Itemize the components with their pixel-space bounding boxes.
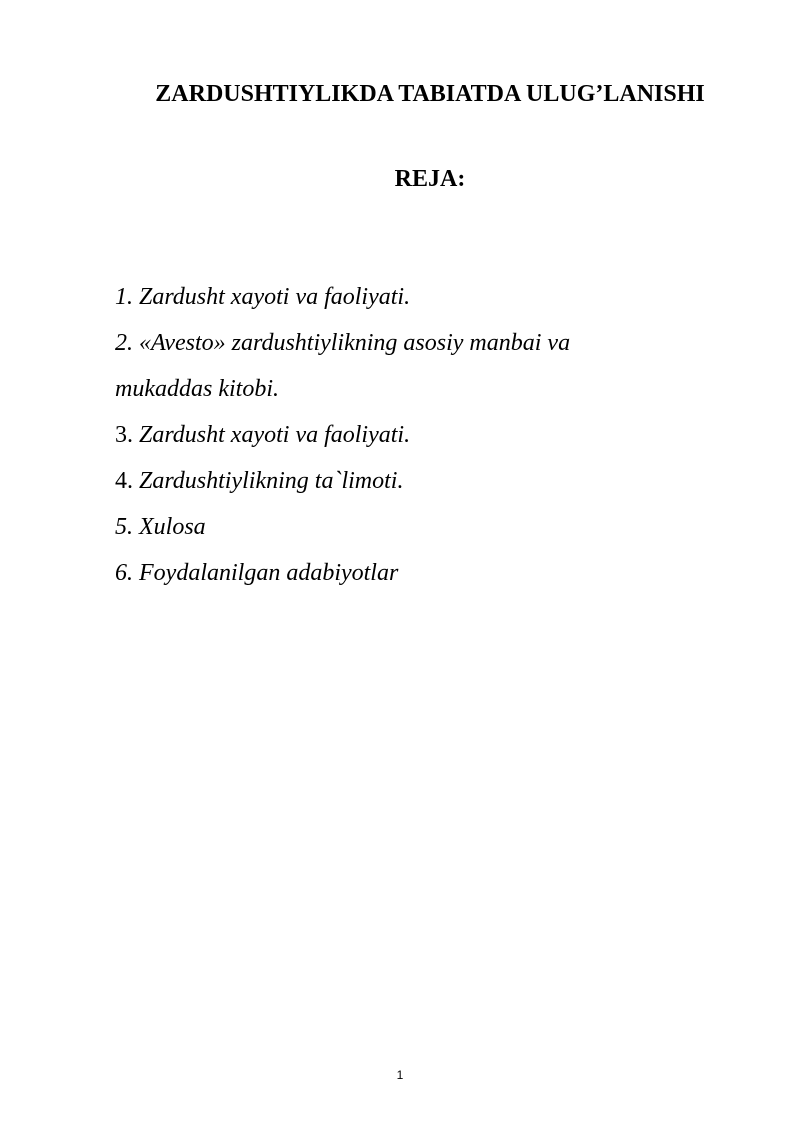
plan-item-number: 5. xyxy=(115,514,133,540)
plan-item-1 xyxy=(115,274,715,320)
plan-item-text: «Avesto» zardushtiylikning asosiy manbai va xyxy=(133,330,571,356)
plan-item-4 xyxy=(115,458,715,504)
plan-item-number: 1. xyxy=(115,284,133,310)
plan-item-6 xyxy=(115,550,715,596)
plan-item-number: 2. xyxy=(115,330,133,356)
plan-item-number: 3. xyxy=(115,422,133,448)
plan-item-text: Zardusht xayoti va faoliyati. xyxy=(133,284,411,310)
plan-item-text: mukaddas kitobi. xyxy=(115,376,279,402)
page-number: 1 xyxy=(396,1068,404,1082)
plan-heading: REJA: xyxy=(394,166,466,192)
plan-item-text: Foydalanilgan adabiyotlar xyxy=(133,560,399,586)
document-title: ZARDUSHTIYLIKDA TABIATDA ULUG’LANISHI xyxy=(155,81,705,107)
plan-item-text: Xulosa xyxy=(133,514,206,540)
plan-item-2 xyxy=(115,320,715,366)
plan-item-5 xyxy=(115,504,715,550)
plan-item-2-continuation xyxy=(115,366,715,412)
plan-item-number: 6. xyxy=(115,560,133,586)
plan-item-text: Zardusht xayoti va faoliyati. xyxy=(133,422,411,448)
plan-item-number: 4. xyxy=(115,468,133,494)
plan-item-text: Zardushtiylikning ta`limoti. xyxy=(133,468,404,494)
plan-list xyxy=(115,274,715,596)
plan-item-3 xyxy=(115,412,715,458)
